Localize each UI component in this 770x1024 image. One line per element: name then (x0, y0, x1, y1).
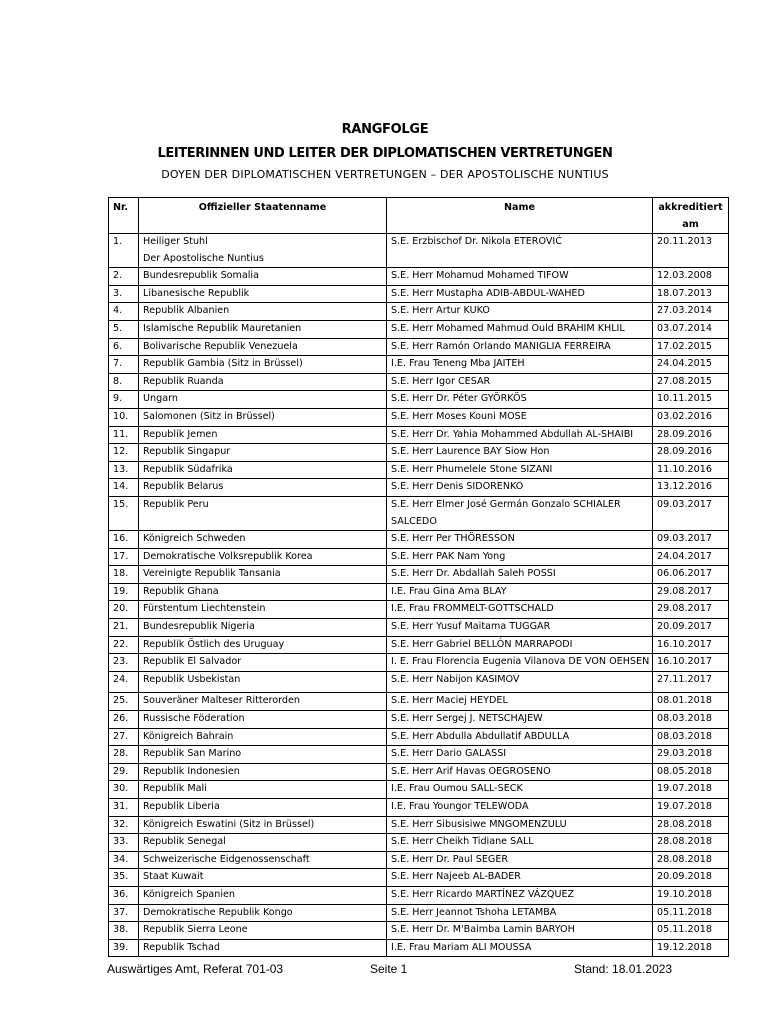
cell-state: Republik Belarus (139, 479, 387, 497)
cell-date: 28.09.2016 (653, 444, 729, 462)
cell-state: Bolivarische Republik Venezuela (139, 338, 387, 356)
cell-date: 28.08.2018 (653, 834, 729, 852)
cell-nr: 6. (109, 338, 139, 356)
cell-state: Königreich Bahrain (139, 728, 387, 746)
cell-state: Republik Albanien (139, 303, 387, 321)
precedence-table (108, 197, 729, 957)
table-row (109, 373, 729, 391)
table-row (109, 693, 729, 711)
cell-date: 27.03.2014 (653, 303, 729, 321)
table-row (109, 851, 729, 869)
table-row (109, 904, 729, 922)
cell-name: S.E. Herr Cheikh Tidiane SALL (387, 834, 653, 852)
cell-name: S.E. Herr Artur KUKO (387, 303, 653, 321)
column-header-name: Name (387, 198, 653, 234)
cell-date: 19.07.2018 (653, 781, 729, 799)
cell-state: Vereinigte Republik Tansania (139, 566, 387, 584)
table-row (109, 548, 729, 566)
cell-date: 28.09.2016 (653, 426, 729, 444)
cell-state: Republik Tschad (139, 939, 387, 957)
cell-date: 18.07.2013 (653, 285, 729, 303)
cell-name: S.E. Herr Gabriel BELLÓN MARRAPODI (387, 636, 653, 654)
table-row (109, 426, 729, 444)
cell-name: S.E. Erzbischof Dr. Nikola ETEROVIĆ (387, 234, 653, 268)
cell-nr: 34. (109, 851, 139, 869)
cell-state: Republik El Salvador (139, 654, 387, 672)
table-row (109, 654, 729, 672)
cell-nr: 11. (109, 426, 139, 444)
cell-date: 06.06.2017 (653, 566, 729, 584)
cell-name: S.E. Herr Dr. Abdallah Saleh POSSI (387, 566, 653, 584)
table-row (109, 408, 729, 426)
table-row (109, 763, 729, 781)
cell-nr: 36. (109, 886, 139, 904)
cell-name: I.E. Frau Gina Ama BLAY (387, 583, 653, 601)
cell-date: 09.03.2017 (653, 496, 729, 530)
cell-name: I.E. Frau Mariam ALI MOUSSA (387, 939, 653, 957)
cell-state: Bundesrepublik Somalia (139, 268, 387, 286)
table-row (109, 531, 729, 549)
cell-nr: 35. (109, 869, 139, 887)
cell-nr: 38. (109, 922, 139, 940)
cell-date: 17.02.2015 (653, 338, 729, 356)
cell-state: Ungarn (139, 391, 387, 409)
cell-date: 05.11.2018 (653, 904, 729, 922)
cell-date: 16.10.2017 (653, 654, 729, 672)
cell-date: 16.10.2017 (653, 636, 729, 654)
cell-nr: 28. (109, 746, 139, 764)
cell-date: 13.12.2016 (653, 479, 729, 497)
cell-date: 24.04.2015 (653, 356, 729, 374)
cell-date: 20.09.2017 (653, 619, 729, 637)
table-row (109, 285, 729, 303)
cell-state: Republik Jemen (139, 426, 387, 444)
cell-state: Republik Östlich des Uruguay (139, 636, 387, 654)
cell-state: Islamische Republik Mauretanien (139, 320, 387, 338)
table-row (109, 496, 729, 530)
cell-nr: 31. (109, 799, 139, 817)
document-subtitle: LEITERINNEN UND LEITER DER DIPLOMATISCHEN VERTRETUNGEN (157, 146, 613, 161)
cell-nr: 13. (109, 461, 139, 479)
cell-nr: 2. (109, 268, 139, 286)
table-row (109, 711, 729, 729)
cell-nr: 25. (109, 693, 139, 711)
document-title: RANGFOLGE (341, 122, 429, 137)
cell-date: 11.10.2016 (653, 461, 729, 479)
cell-name: S.E. Herr Moses Kouni MOSE (387, 408, 653, 426)
cell-name: S.E. Herr PAK Nam Yong (387, 548, 653, 566)
cell-nr: 29. (109, 763, 139, 781)
cell-state: Republik Senegal (139, 834, 387, 852)
cell-name: S.E. Herr Mustapha ADIB-ABDUL-WAHED (387, 285, 653, 303)
cell-state: Republik Mali (139, 781, 387, 799)
cell-name: S.E. Herr Per THÖRESSON (387, 531, 653, 549)
cell-nr: 17. (109, 548, 139, 566)
cell-nr: 1. (109, 234, 139, 268)
cell-name: I.E. Frau Teneng Mba JAITEH (387, 356, 653, 374)
cell-name: I. E. Frau Florencia Eugenia Vilanova DE VON OEHSEN (387, 654, 653, 672)
cell-state: Republik Ghana (139, 583, 387, 601)
table-row (109, 781, 729, 799)
table-row (109, 869, 729, 887)
cell-name: S.E. Herr Mohamed Mahmud Ould BRAHIM KHLIL (387, 320, 653, 338)
cell-name: S.E. Herr Abdulla Abdullatif ABDULLA (387, 728, 653, 746)
cell-nr: 22. (109, 636, 139, 654)
cell-nr: 33. (109, 834, 139, 852)
table-row (109, 268, 729, 286)
cell-date: 08.01.2018 (653, 693, 729, 711)
cell-nr: 14. (109, 479, 139, 497)
cell-name: S.E. Herr Igor CESAR (387, 373, 653, 391)
cell-date: 08.05.2018 (653, 763, 729, 781)
cell-name: S.E. Herr Sibusisiwe MNGOMENZULU (387, 816, 653, 834)
table-row (109, 338, 729, 356)
cell-date: 03.02.2016 (653, 408, 729, 426)
cell-name: S.E. Herr Yusuf Maitama TUGGAR (387, 619, 653, 637)
cell-date: 10.11.2015 (653, 391, 729, 409)
cell-state: Salomonen (Sitz in Brüssel) (139, 408, 387, 426)
cell-nr: 3. (109, 285, 139, 303)
table-row (109, 886, 729, 904)
table-row (109, 601, 729, 619)
table-row (109, 566, 729, 584)
cell-date: 09.03.2017 (653, 531, 729, 549)
table-row (109, 636, 729, 654)
cell-nr: 20. (109, 601, 139, 619)
cell-name: S.E. Herr Dr. Yahia Mohammed Abdullah AL-SHAIBI (387, 426, 653, 444)
cell-name: S.E. Herr Sergej J. NETSCHAJEW (387, 711, 653, 729)
cell-name: S.E. Herr Dr. Paul SEGER (387, 851, 653, 869)
cell-name: I.E. Frau Oumou SALL-SECK (387, 781, 653, 799)
cell-name: S.E. Herr Denis SIDORENKO (387, 479, 653, 497)
cell-nr: 30. (109, 781, 139, 799)
cell-name: S.E. Herr Dr. Péter GYÖRKÖS (387, 391, 653, 409)
cell-state: Libanesische Republik (139, 285, 387, 303)
table-row (109, 671, 729, 693)
cell-state: Demokratische Republik Kongo (139, 904, 387, 922)
cell-state: Republik Singapur (139, 444, 387, 462)
cell-name: S.E. Herr Najeeb AL-BADER (387, 869, 653, 887)
table-row (109, 728, 729, 746)
cell-nr: 12. (109, 444, 139, 462)
table-row (109, 391, 729, 409)
cell-date: 03.07.2014 (653, 320, 729, 338)
column-header-nr: Nr. (109, 198, 139, 234)
cell-state: Staat Kuwait (139, 869, 387, 887)
cell-date: 27.08.2015 (653, 373, 729, 391)
table-row (109, 461, 729, 479)
cell-state: Republik Peru (139, 496, 387, 530)
cell-state: Heiliger Stuhl Der Apostolische Nuntius (139, 234, 387, 268)
footer-page-number: Seite 1 (370, 962, 408, 976)
table-row (109, 583, 729, 601)
cell-date: 29.08.2017 (653, 583, 729, 601)
table-row (109, 799, 729, 817)
cell-name: S.E. Herr Jeannot Tshoha LETAMBA (387, 904, 653, 922)
cell-state: Fürstentum Liechtenstein (139, 601, 387, 619)
cell-state: Souveräner Malteser Ritterorden (139, 693, 387, 711)
cell-date: 29.08.2017 (653, 601, 729, 619)
table-row (109, 922, 729, 940)
cell-name: S.E. Herr Mohamud Mohamed TIFOW (387, 268, 653, 286)
cell-nr: 4. (109, 303, 139, 321)
cell-date: 20.11.2013 (653, 234, 729, 268)
doyen-line: DOYEN DER DIPLOMATISCHEN VERTRETUNGEN – DER APOSTOLISCHE NUNTIUS (161, 168, 609, 181)
cell-nr: 24. (109, 671, 139, 693)
cell-state: Republik San Marino (139, 746, 387, 764)
cell-date: 24.04.2017 (653, 548, 729, 566)
footer-office: Auswärtiges Amt, Referat 701-03 (107, 962, 284, 976)
cell-state: Republik Gambia (Sitz in Brüssel) (139, 356, 387, 374)
cell-nr: 5. (109, 320, 139, 338)
table-row (109, 444, 729, 462)
cell-name: S.E. Herr Arif Havas OEGROSENO (387, 763, 653, 781)
cell-name: S.E. Herr Maciej HEYDEL (387, 693, 653, 711)
cell-state: Republik Südafrika (139, 461, 387, 479)
cell-name: I.E. Frau Youngor TELEWODA (387, 799, 653, 817)
cell-nr: 18. (109, 566, 139, 584)
table-row (109, 234, 729, 268)
cell-date: 20.09.2018 (653, 869, 729, 887)
cell-state: Republik Sierra Leone (139, 922, 387, 940)
cell-state: Königreich Schweden (139, 531, 387, 549)
cell-nr: 32. (109, 816, 139, 834)
cell-nr: 37. (109, 904, 139, 922)
cell-name: I.E. Frau FROMMELT-GOTTSCHALD (387, 601, 653, 619)
cell-state: Republik Ruanda (139, 373, 387, 391)
cell-state: Republik Indonesien (139, 763, 387, 781)
cell-nr: 21. (109, 619, 139, 637)
cell-nr: 10. (109, 408, 139, 426)
cell-state: Demokratische Volksrepublik Korea (139, 548, 387, 566)
cell-date: 08.03.2018 (653, 711, 729, 729)
cell-date: 19.12.2018 (653, 939, 729, 957)
cell-state: Bundesrepublik Nigeria (139, 619, 387, 637)
cell-state: Republik Usbekistan (139, 671, 387, 693)
cell-nr: 7. (109, 356, 139, 374)
table-row (109, 619, 729, 637)
cell-nr: 16. (109, 531, 139, 549)
cell-name: S.E. Herr Dr. M'Baimba Lamin BARYOH (387, 922, 653, 940)
table-row (109, 939, 729, 957)
cell-name: S.E. Herr Dario GALASSI (387, 746, 653, 764)
cell-state: Königreich Eswatini (Sitz in Brüssel) (139, 816, 387, 834)
cell-name: S.E. Herr Laurence BAY Siow Hon (387, 444, 653, 462)
cell-nr: 8. (109, 373, 139, 391)
cell-nr: 23. (109, 654, 139, 672)
cell-state: Schweizerische Eidgenossenschaft (139, 851, 387, 869)
cell-date: 08.03.2018 (653, 728, 729, 746)
cell-date: 29.03.2018 (653, 746, 729, 764)
column-header-accredited: akkreditiert am (653, 198, 729, 234)
cell-date: 28.08.2018 (653, 851, 729, 869)
cell-name: S.E. Herr Ramón Orlando MANIGLIA FERREIRA (387, 338, 653, 356)
cell-nr: 27. (109, 728, 139, 746)
cell-date: 19.07.2018 (653, 799, 729, 817)
table-row (109, 816, 729, 834)
cell-nr: 26. (109, 711, 139, 729)
cell-date: 27.11.2017 (653, 671, 729, 693)
column-header-state: Offizieller Staatenname (139, 198, 387, 234)
footer-stand-date: Stand: 18.01.2023 (574, 962, 673, 976)
cell-date: 19.10.2018 (653, 886, 729, 904)
table-row (109, 834, 729, 852)
cell-name: S.E. Herr Nabijon KASIMOV (387, 671, 653, 693)
cell-state: Königreich Spanien (139, 886, 387, 904)
cell-name: S.E. Herr Elmer José Germán Gonzalo SCHIALER SALCEDO (387, 496, 653, 530)
cell-name: S.E. Herr Ricardo MARTÍNEZ VÁZQUEZ (387, 886, 653, 904)
cell-nr: 39. (109, 939, 139, 957)
cell-state: Republik Liberia (139, 799, 387, 817)
cell-state: Russische Föderation (139, 711, 387, 729)
table-row (109, 303, 729, 321)
cell-name: S.E. Herr Phumelele Stone SIZANI (387, 461, 653, 479)
table-row (109, 479, 729, 497)
cell-nr: 15. (109, 496, 139, 530)
cell-nr: 9. (109, 391, 139, 409)
cell-nr: 19. (109, 583, 139, 601)
table-row (109, 356, 729, 374)
cell-date: 12.03.2008 (653, 268, 729, 286)
cell-date: 05.11.2018 (653, 922, 729, 940)
cell-date: 28.08.2018 (653, 816, 729, 834)
table-row (109, 746, 729, 764)
table-row (109, 320, 729, 338)
table-header-row (109, 198, 729, 234)
